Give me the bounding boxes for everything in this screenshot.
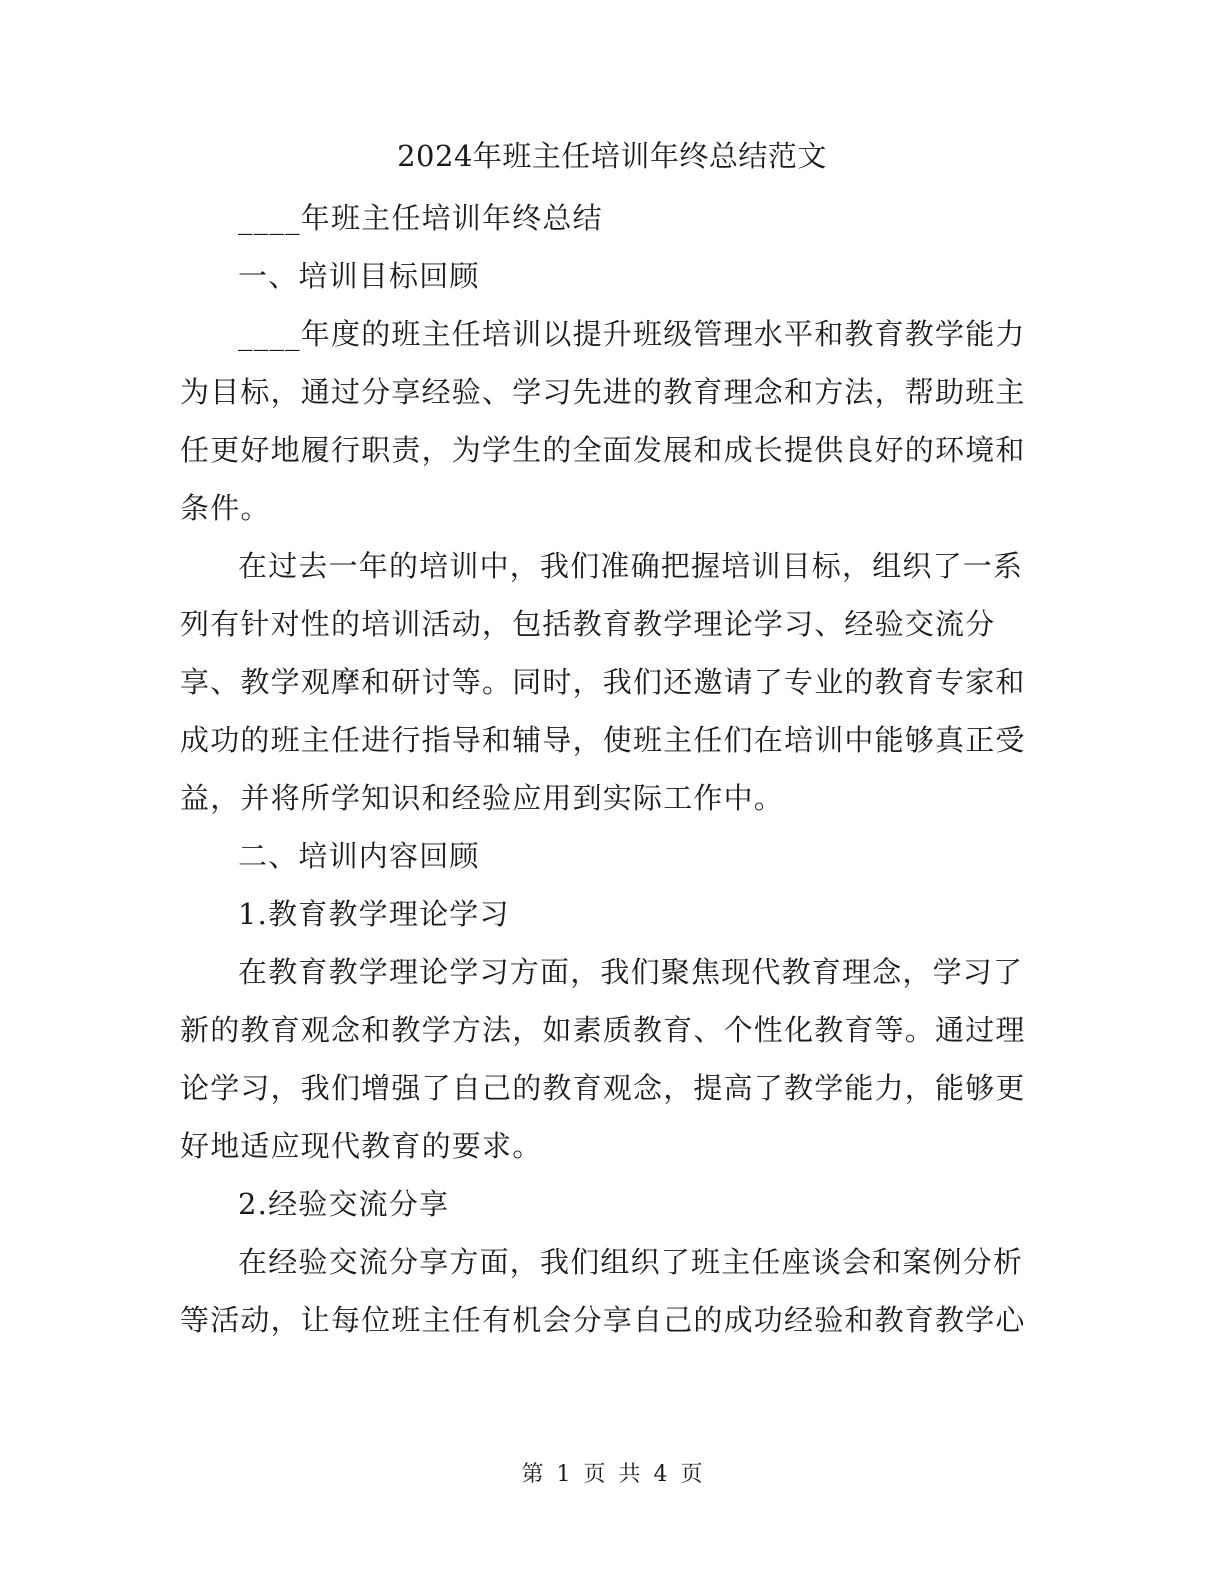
paragraph-line: 新的教育观念和教学方法，如素质教育、个性化教育等。通过理 <box>180 1013 1026 1047</box>
section-heading: 一、培训目标回顾 <box>238 259 480 293</box>
paragraph-line: 在教育教学理论学习方面，我们聚焦现代教育理念，学习了 <box>238 955 1024 989</box>
subtitle-line: ____年班主任培训年终总结 <box>238 201 603 235</box>
section-heading: 二、培训内容回顾 <box>238 839 480 873</box>
paragraph-line: 列有针对性的培训活动，包括教育教学理论学习、经验交流分 <box>180 607 996 641</box>
paragraph-line: 在过去一年的培训中，我们准确把握培训目标，组织了一系 <box>238 549 1024 583</box>
paragraph-line: 论学习，我们增强了自己的教育观念，提高了教学能力，能够更 <box>180 1071 1026 1105</box>
subsection-heading: 1.教育教学理论学习 <box>238 897 510 931</box>
paragraph-line: 益，并将所学知识和经验应用到实际工作中。 <box>180 781 785 815</box>
page-footer: 第 1 页 共 4 页 <box>521 1462 703 1487</box>
subsection-heading: 2.经验交流分享 <box>238 1187 450 1221</box>
paragraph-line: 好地适应现代教育的要求。 <box>180 1129 543 1163</box>
paragraph-line: 享、教学观摩和研讨等。同时，我们还邀请了专业的教育专家和 <box>180 665 1026 699</box>
document-title: 2024年班主任培训年终总结范文 <box>397 139 827 173</box>
paragraph-line: 在经验交流分享方面，我们组织了班主任座谈会和案例分析 <box>238 1245 1024 1279</box>
paragraph-line: 成功的班主任进行指导和辅导，使班主任们在培训中能够真正受 <box>180 723 1026 757</box>
paragraph-line: 条件。 <box>180 491 271 525</box>
paragraph-line: 为目标，通过分享经验、学习先进的教育理念和方法，帮助班主 <box>180 375 1026 409</box>
paragraph-line: 任更好地履行职责，为学生的全面发展和成长提供良好的环境和 <box>180 433 1026 467</box>
paragraph-line: 等活动，让每位班主任有机会分享自己的成功经验和教育教学心 <box>180 1303 1026 1337</box>
document-body <box>180 193 1026 1353</box>
paragraph-line: ____年度的班主任培训以提升班级管理水平和教育教学能力 <box>238 317 1026 351</box>
